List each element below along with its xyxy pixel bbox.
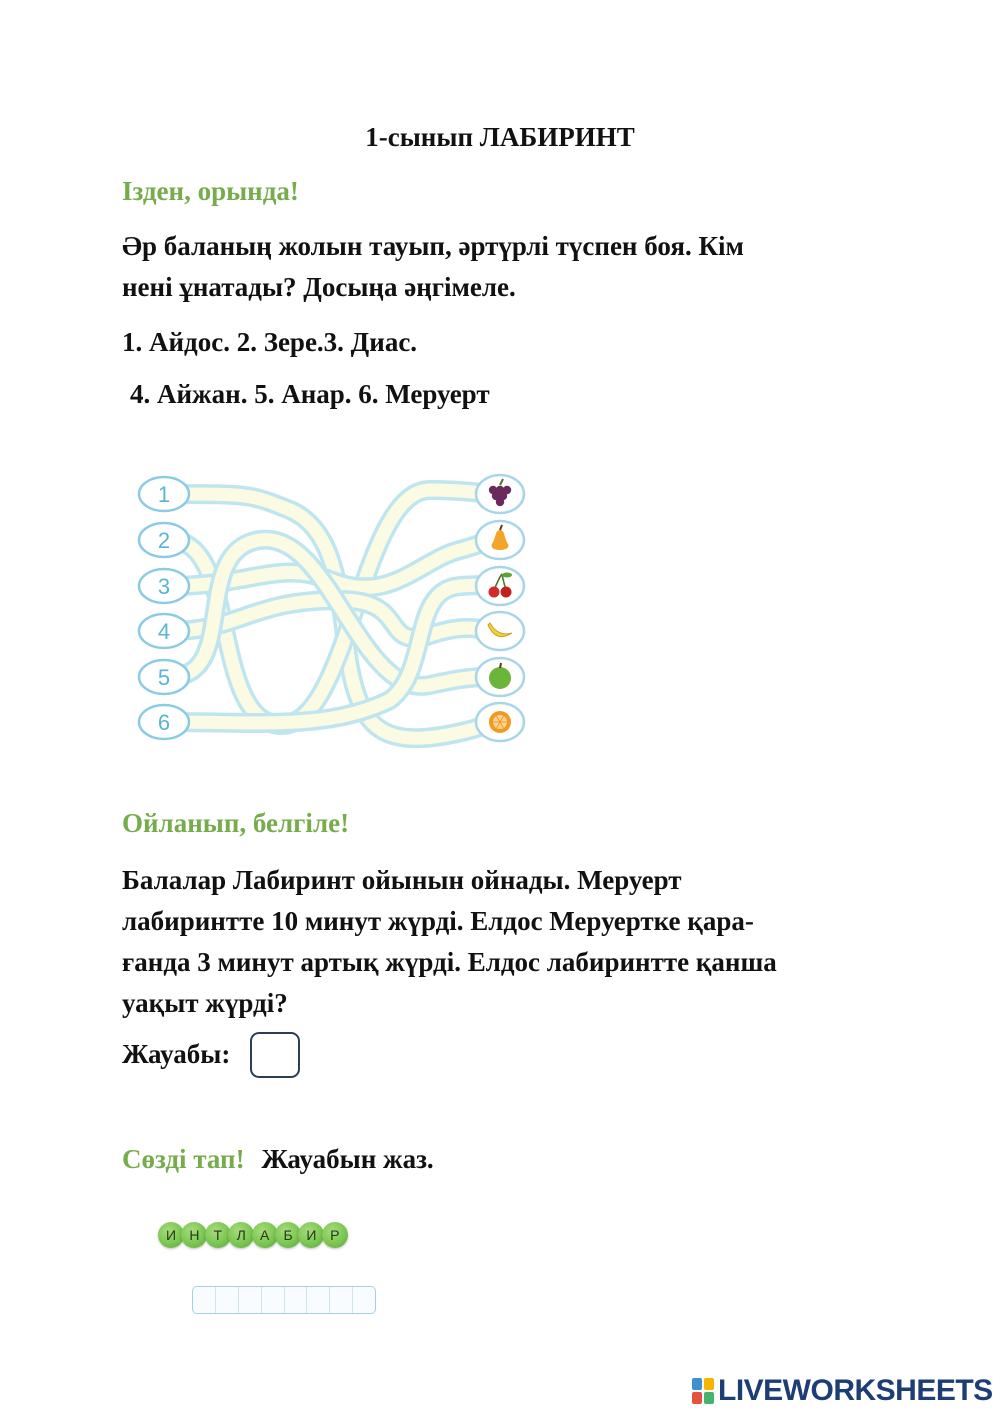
leaf <box>502 573 512 578</box>
orange-icon <box>476 703 524 741</box>
maze-number: 1 <box>157 482 171 507</box>
maze-number: 2 <box>157 528 171 553</box>
word-task <box>122 1144 434 1175</box>
apple-icon <box>476 658 524 696</box>
logo-square <box>692 1392 702 1404</box>
letter-ball: Р <box>322 1222 348 1248</box>
word-task-instruction: Жауабын жаз. <box>261 1144 434 1174</box>
logo-square <box>692 1378 702 1390</box>
cherry <box>489 587 500 598</box>
maze-paths <box>170 490 500 738</box>
problem-line: уақыт жүрді? <box>122 988 288 1018</box>
maze-number: 5 <box>157 665 171 690</box>
names-line: 4. Айжан. 5. Анар. 6. Меруерт <box>130 379 490 409</box>
letter-slot[interactable] <box>262 1287 285 1313</box>
letter-slot[interactable] <box>285 1287 308 1313</box>
answer-input[interactable] <box>250 1032 300 1078</box>
page-title: 1-сынып ЛАБИРИНТ <box>365 122 635 152</box>
logo-mark-icon <box>692 1378 714 1404</box>
names-line: 1. Айдос. 2. Зере.3. Диас. <box>122 327 418 357</box>
section-heading-find-word: Сөзді тап! <box>122 1144 245 1174</box>
cherries-icon <box>476 567 524 605</box>
maze-number: 3 <box>157 574 171 599</box>
letter-ball: И <box>298 1222 324 1248</box>
letter-slot[interactable] <box>239 1287 262 1313</box>
section-heading-think: Ойланып, белгіле! <box>122 808 350 838</box>
maze-fruit-column <box>476 475 524 741</box>
letter-ball: А <box>252 1222 278 1248</box>
liveworksheets-logo <box>692 1374 993 1408</box>
letter-slot[interactable] <box>193 1287 216 1313</box>
fruit-circle <box>476 567 524 605</box>
grape <box>496 498 504 506</box>
letter-balls <box>158 1222 345 1248</box>
fruit-circle <box>476 612 524 650</box>
logo-square <box>704 1378 714 1390</box>
problem-line: ғанда 3 минут артық жүрді. Елдос лабиринтте қанша <box>122 947 777 977</box>
grapes-icon <box>476 475 524 513</box>
problem-line: лабиринтте 10 минут жүрді. Елдос Меруертке қара- <box>122 906 754 936</box>
letter-slot[interactable] <box>330 1287 353 1313</box>
letter-slot[interactable] <box>307 1287 330 1313</box>
instruction-line: нені ұнатады? Досыңа әңгімеле. <box>122 272 516 302</box>
maze-number-column <box>139 477 189 739</box>
maze-number: 6 <box>157 710 171 735</box>
letter-ball: Т <box>205 1222 231 1248</box>
answer-label: Жауабы: <box>122 1039 231 1069</box>
logo-square <box>704 1392 714 1404</box>
word-answer-field[interactable] <box>192 1286 376 1314</box>
cherry <box>501 587 512 598</box>
banana-icon <box>476 612 524 650</box>
letter-ball: И <box>158 1222 184 1248</box>
problem-line: Балалар Лабиринт ойынын ойнады. Меруерт <box>122 865 682 895</box>
logo-text: LIVEWORKSHEETS <box>718 1374 993 1407</box>
stem <box>500 663 501 668</box>
letter-ball: Л <box>228 1222 254 1248</box>
letter-slot[interactable] <box>216 1287 239 1313</box>
instruction-line: Әр баланың жолын тауып, әртүрлі түспен боя. Кім <box>122 231 744 261</box>
maze-picture <box>130 470 530 755</box>
problem-text <box>122 860 882 1024</box>
pear-icon <box>476 521 524 559</box>
instruction-text <box>122 226 882 308</box>
letter-slot[interactable] <box>353 1287 375 1313</box>
section-heading-search: Ізден, орында! <box>122 176 299 206</box>
letter-ball: Б <box>275 1222 301 1248</box>
letter-ball: Н <box>181 1222 207 1248</box>
maze-number: 4 <box>157 619 171 644</box>
apple <box>489 667 511 689</box>
